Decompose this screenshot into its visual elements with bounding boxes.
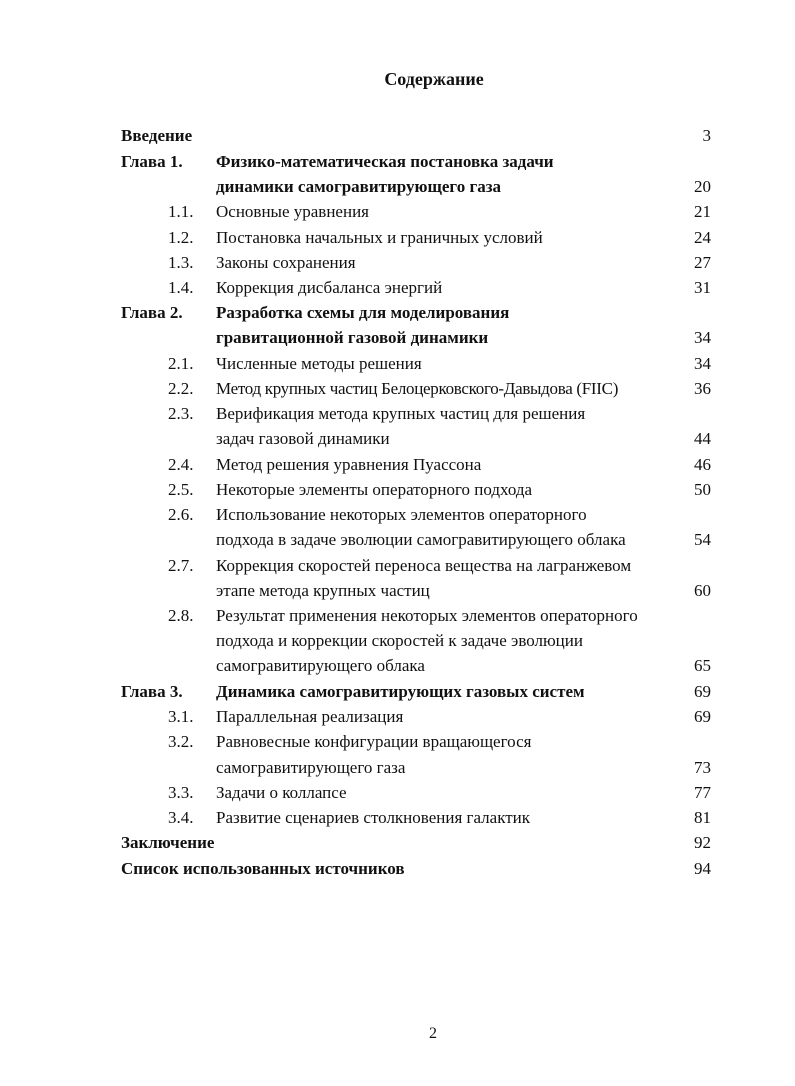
toc-s21-page: 34 (694, 354, 711, 373)
toc-s33-title[interactable]: Задачи о коллапсе (216, 783, 347, 802)
toc-s32-number: 3.2. (168, 732, 194, 751)
toc-ch1-number: Глава 1. (121, 152, 183, 171)
toc-s21-title[interactable]: Численные методы решения (216, 354, 422, 373)
toc-s11-number: 1.1. (168, 202, 194, 221)
toc-conclusion-page: 92 (694, 833, 711, 852)
toc-s28-title-line3[interactable]: самогравитирующего облака (216, 656, 425, 675)
toc-ch1-title-line2[interactable]: динамики самогравитирующего газа (216, 177, 502, 196)
toc-s23-number: 2.3. (168, 404, 194, 423)
toc-ch2-number: Глава 2. (121, 303, 183, 322)
toc-s25-page: 50 (694, 480, 711, 499)
toc-s13-title[interactable]: Законы сохранения (216, 253, 356, 272)
toc-s32-page: 73 (694, 758, 711, 777)
toc-s11-title[interactable]: Основные уравнения (216, 202, 369, 221)
toc-s12-page: 24 (694, 228, 711, 247)
toc-s26-title-line1[interactable]: Использование некоторых элементов операторного (216, 505, 587, 524)
toc-s12-number: 1.2. (168, 228, 194, 247)
toc-ch3-title[interactable]: Динамика самогравитирующих газовых систем (216, 682, 585, 701)
toc-intro-label[interactable]: Введение (121, 126, 193, 145)
toc-s31-number: 3.1. (168, 707, 194, 726)
toc-s23-title-line1[interactable]: Верификация метода крупных частиц для решения (216, 404, 586, 423)
page-title: Содержание (384, 69, 484, 89)
toc-s26-title-line2[interactable]: подхода в задаче эволюции самогравитирующего облака (216, 530, 626, 549)
toc-s25-number: 2.5. (168, 480, 194, 499)
toc-s22-title[interactable]: Метод крупных частиц Белоцерковского-Давыдова (FIIC) (216, 379, 619, 398)
toc-s33-page: 77 (694, 783, 711, 802)
toc-s21-number: 2.1. (168, 354, 194, 373)
toc-s23-page: 44 (694, 429, 711, 448)
toc-s34-number: 3.4. (168, 808, 194, 827)
toc-s28-title-line2[interactable]: подхода и коррекции скоростей к задаче эволюции (216, 631, 583, 650)
toc-s24-title[interactable]: Метод решения уравнения Пуассона (216, 455, 482, 474)
toc-intro-page: 3 (702, 126, 711, 145)
toc-s14-title[interactable]: Коррекция дисбаланса энергий (216, 278, 443, 297)
toc-ch2-page: 34 (694, 328, 711, 347)
toc-references-page: 94 (694, 859, 711, 878)
toc-ch2-title-line2[interactable]: гравитационной газовой динамики (216, 328, 489, 347)
toc-s12-title[interactable]: Постановка начальных и граничных условий (216, 228, 543, 247)
toc-s28-page: 65 (694, 656, 711, 675)
toc-s33-number: 3.3. (168, 783, 194, 802)
toc-ch3-page: 69 (694, 682, 711, 701)
toc-s13-number: 1.3. (168, 253, 194, 272)
toc-s31-page: 69 (694, 707, 711, 726)
toc-s28-number: 2.8. (168, 606, 194, 625)
toc-s13-page: 27 (694, 253, 711, 272)
toc-s27-number: 2.7. (168, 556, 194, 575)
toc-s24-page: 46 (694, 455, 711, 474)
toc-s27-title-line2[interactable]: этапе метода крупных частиц (216, 581, 430, 600)
toc-s32-title-line1[interactable]: Равновесные конфигурации вращающегося (216, 732, 532, 751)
toc-s14-page: 31 (694, 278, 711, 297)
toc-s28-title-line1[interactable]: Результат применения некоторых элементов операторного (216, 606, 638, 625)
toc-ch2-title-line1[interactable]: Разработка схемы для моделирования (216, 303, 510, 322)
toc-s34-title[interactable]: Развитие сценариев столкновения галактик (216, 808, 531, 827)
toc-s27-title-line1[interactable]: Коррекция скоростей переноса вещества на лагранжевом (216, 556, 632, 575)
toc-s24-number: 2.4. (168, 455, 194, 474)
toc-s23-title-line2[interactable]: задач газовой динамики (216, 429, 390, 448)
toc-s34-page: 81 (694, 808, 711, 827)
toc-s22-number: 2.2. (168, 379, 194, 398)
toc-s22-page: 36 (694, 379, 711, 398)
toc-ch3-number: Глава 3. (121, 682, 183, 701)
toc-ch1-title-line1[interactable]: Физико-математическая постановка задачи (216, 152, 554, 171)
toc-conclusion-label[interactable]: Заключение (121, 833, 215, 852)
toc-s27-page: 60 (694, 581, 711, 600)
toc-s26-number: 2.6. (168, 505, 194, 524)
toc-ch1-page: 20 (694, 177, 711, 196)
toc-references-label[interactable]: Список использованных источников (121, 859, 405, 878)
page-number: 2 (429, 1025, 437, 1042)
toc-s32-title-line2[interactable]: самогравитирующего газа (216, 758, 406, 777)
toc-s26-page: 54 (694, 530, 711, 549)
toc-s31-title[interactable]: Параллельная реализация (216, 707, 404, 726)
toc-s14-number: 1.4. (168, 278, 194, 297)
toc-s25-title[interactable]: Некоторые элементы операторного подхода (216, 480, 533, 499)
toc-s11-page: 21 (694, 202, 711, 221)
